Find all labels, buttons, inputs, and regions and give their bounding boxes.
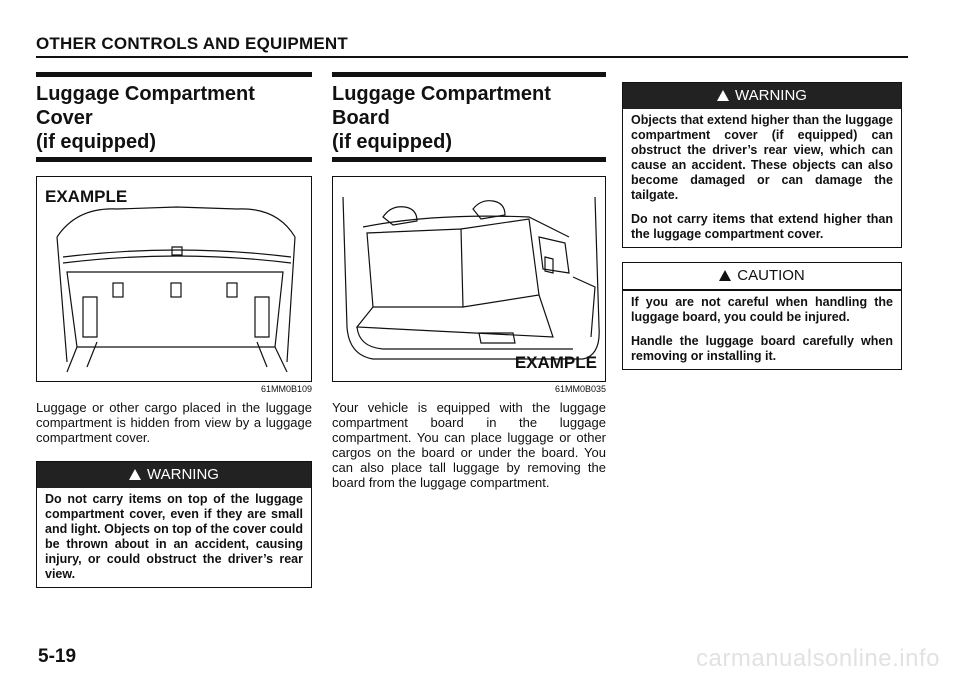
column-luggage-board [332, 72, 606, 490]
warning-paragraph-1: Objects that extend higher than the luggage compartment cover (if equipped) can obstruct the driver’s rear view, which can cause an accident. These objects can also become damaged or can damage the tailgate. [631, 113, 893, 202]
warning-box [622, 82, 902, 248]
section-header: OTHER CONTROLS AND EQUIPMENT [36, 34, 348, 53]
body-paragraph: Luggage or other cargo placed in the luggage compartment is hidden from view by a luggage compartment cover. [36, 400, 312, 445]
section-title-board [332, 82, 606, 154]
warning-triangle-icon [717, 90, 729, 101]
warning-title: WARNING [735, 87, 807, 104]
caution-box [622, 262, 902, 370]
header-rule [36, 56, 908, 58]
column-notices [622, 82, 902, 370]
warning-title: WARNING [147, 466, 219, 483]
luggage-board-illustration [333, 177, 607, 381]
title-rule-top [36, 72, 312, 77]
example-label: EXAMPLE [45, 187, 128, 206]
figure-luggage-board [332, 176, 606, 382]
caution-paragraph-1: If you are not careful when handling the luggage board, you could be injured. [631, 295, 893, 324]
title-rule-bottom [36, 157, 312, 162]
watermark: carmanualsonline.info [696, 645, 940, 672]
figure-code: 61MM0B109 [260, 384, 312, 394]
warning-box [36, 461, 312, 588]
example-label: EXAMPLE [514, 353, 597, 372]
page-number: 5-19 [38, 646, 77, 667]
caution-triangle-icon [719, 270, 731, 281]
warning-text: Do not carry items on top of the luggage compartment cover, even if they are small and light. Objects on top of the cover could be thrown about in an accident, causing injury, or could obstruct the driver’s rear view. [45, 492, 303, 581]
warning-body [37, 488, 311, 587]
column-luggage-cover [36, 72, 312, 588]
body-paragraph: Your vehicle is equipped with the luggage compartment board in the luggage compartment. You can place luggage or other cargos on the board or under the board. You can also place tall luggage by removing the board from the luggage compartment. [332, 400, 606, 490]
warning-header [37, 462, 311, 488]
caution-title: CAUTION [737, 267, 805, 284]
warning-header [623, 83, 901, 109]
figure-cargo-cover [36, 176, 312, 382]
caution-header [623, 263, 901, 291]
title-rule-top [332, 72, 606, 77]
title-rule-bottom [332, 157, 606, 162]
warning-paragraph-2: Do not carry items that extend higher than the luggage compartment cover. [631, 212, 893, 241]
warning-triangle-icon [129, 469, 141, 480]
title-line-2: (if equipped) [36, 131, 156, 153]
cargo-cover-illustration [37, 177, 313, 381]
section-title-cover [36, 82, 312, 154]
figure-code: 61MM0B035 [554, 384, 606, 394]
caution-body [623, 291, 901, 369]
warning-body [623, 109, 901, 247]
title-line-1: Luggage Compartment Cover [36, 83, 255, 129]
caution-paragraph-2: Handle the luggage board carefully when removing or installing it. [631, 334, 893, 363]
title-line-2: (if equipped) [332, 131, 452, 153]
title-line-1: Luggage Compartment Board [332, 83, 551, 129]
